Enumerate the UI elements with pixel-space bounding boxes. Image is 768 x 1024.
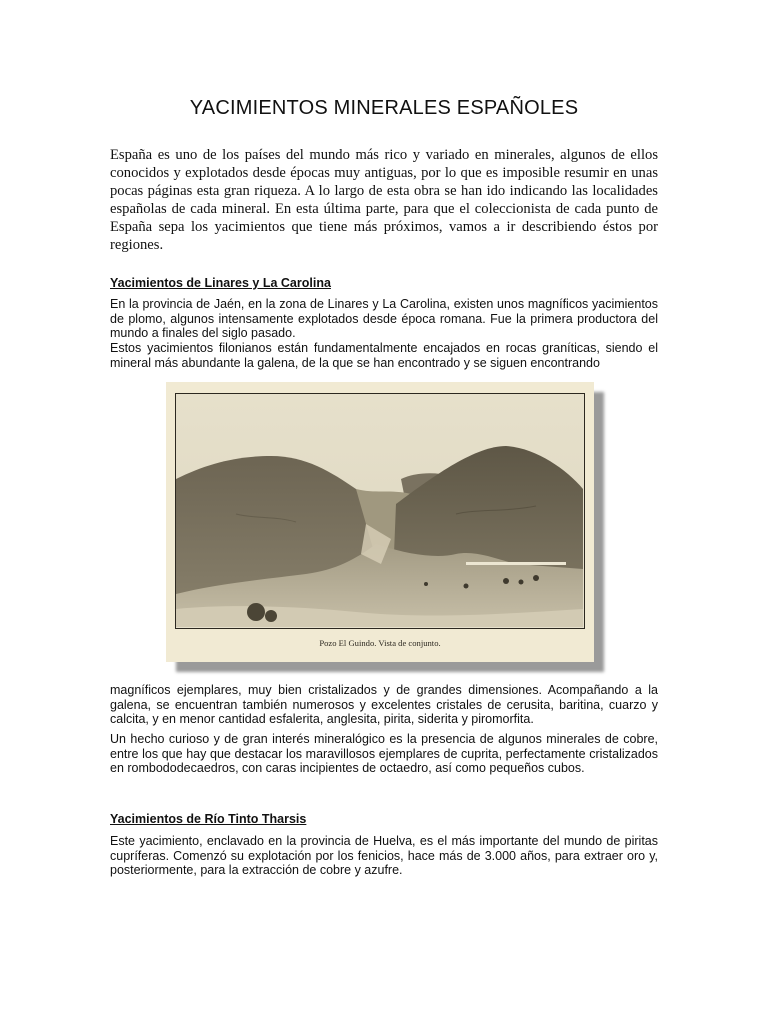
paragraph-rio-tinto-1: Este yacimiento, enclavado en la provincia de Huelva, es el más importante del mundo de piritas cupríferas. Comenzó su explotación por los fenicios, hace más de 3.000 años, para extraer oro y, posteriormente, para la extracción de cobre y azufre. [110, 834, 658, 878]
photo-image [175, 393, 585, 629]
paragraph-linares-3: magníficos ejemplares, muy bien cristalizados y de grandes dimensiones. Acompañando a la galena, se encuentran también numerosos y excelentes cristales de cerusita, baritina, cuarzo y calcita, y en menor cantidad esfalerita, anglesita, pirita, siderita y piromorfita. [110, 683, 658, 727]
paragraph-linares-1: En la provincia de Jaén, en la zona de Linares y La Carolina, existen unos magníficos yacimientos de plomo, algunos intensamente explotados desde época romana. Fue la primera productora del mundo a finales del siglo pasado. [110, 297, 658, 341]
page-title: YACIMIENTOS MINERALES ESPAÑOLES [189, 97, 579, 119]
mine-photograph [166, 382, 594, 662]
photo-caption: Pozo El Guindo. Vista de conjunto. [319, 638, 441, 648]
intro-paragraph: España es uno de los países del mundo más rico y variado en minerales, algunos de ellos conocidos y explotados desde épocas muy antiguas, por lo que es imposible resumir en unas pocas páginas esta gran riqueza. A lo largo de esta obra se han ido indicando las localidades españolas de cada mineral. En esta última parte, para que el coleccionista de cada punto de España sepa los yacimientos que tiene más próximos, vamos a ir describiendo éstos por regiones. [110, 147, 658, 253]
section-heading-linares: Yacimientos de Linares y La Carolina [110, 276, 331, 290]
section-heading-rio-tinto: Yacimientos de Río Tinto Tharsis [110, 812, 307, 826]
paragraph-linares-2: Estos yacimientos filonianos están fundamentalmente encajados en rocas graníticas, siendo el mineral más abundante la galena, de la que se han encontrado y se siguen encontrando [110, 341, 658, 370]
paragraph-linares-4: Un hecho curioso y de gran interés mineralógico es la presencia de algunos minerales de cobre, entre los que hay que destacar los maravillosos ejemplares de cuprita, perfectamente cristalizados en rombododecaedros, con caras incipientes de octaedro, así como pequeños cubos. [110, 732, 658, 776]
